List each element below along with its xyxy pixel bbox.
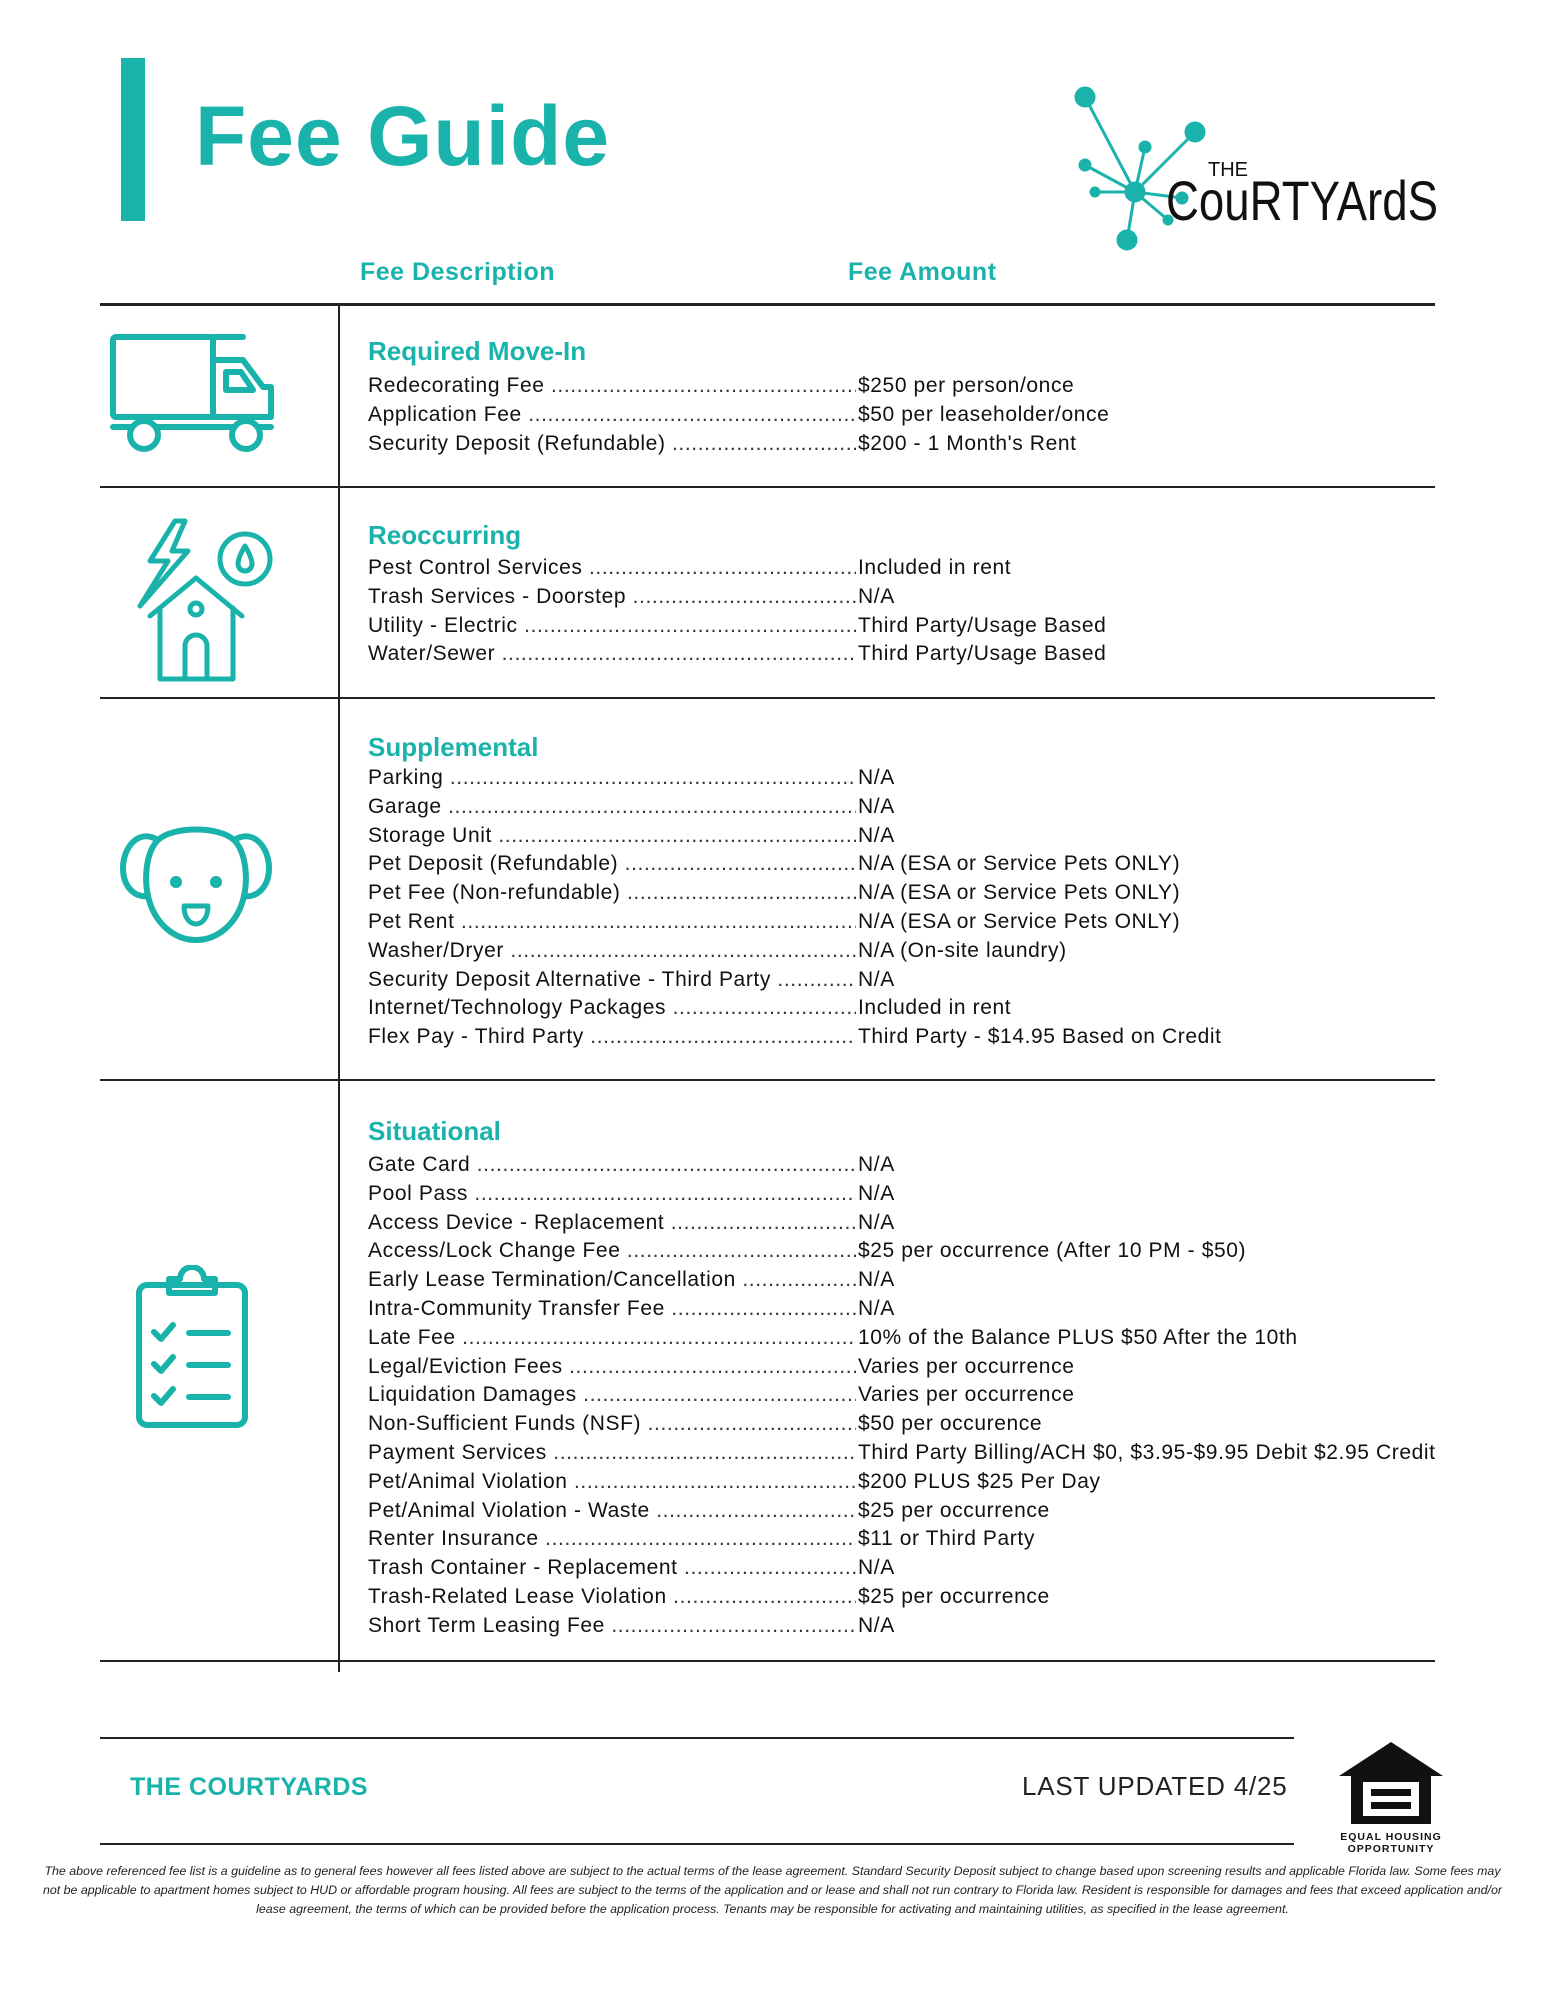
page-title: Fee Guide (195, 89, 611, 183)
fee-description: Trash Services - Doorstep ..... (368, 583, 856, 612)
fee-amount: $200 PLUS $25 Per Day (858, 1469, 1101, 1493)
fee-amount: N/A (858, 1296, 895, 1320)
fee-amount: Varies per occurrence (858, 1383, 1075, 1407)
fee-list-situational (368, 1151, 1498, 1641)
fee-description: Storage Unit ..... (368, 822, 856, 851)
fee-amount: $250 per person/once (858, 374, 1075, 397)
title-accent-bar (121, 58, 145, 221)
fee-description: Early Lease Termination/Cancellation ..... (368, 1266, 856, 1295)
fee-description: Parking ..... (368, 764, 856, 793)
fee-row (368, 1612, 1498, 1641)
fee-description: Payment Services ..... (368, 1439, 856, 1468)
fee-row (368, 1237, 1498, 1266)
footer-last-updated: LAST UPDATED 4/25 (1022, 1771, 1288, 1801)
header-divider (100, 303, 1435, 306)
fee-description: Flex Pay - Third Party ..... (368, 1023, 856, 1052)
fee-amount: N/A (ESA or Service Pets ONLY) (858, 881, 1181, 905)
fee-description: Pet Fee (Non-refundable) ..... (368, 879, 856, 908)
fee-amount: $25 per occurrence (After 10 PM - $50) (858, 1239, 1247, 1263)
fee-row (368, 994, 1498, 1023)
fee-description: Access Device - Replacement ..... (368, 1209, 856, 1238)
fee-row (368, 937, 1498, 966)
fee-row (368, 401, 1498, 430)
fee-description: Intra-Community Transfer Fee ..... (368, 1295, 856, 1324)
section-divider (100, 1079, 1435, 1081)
fee-amount: $50 per occurence (858, 1412, 1043, 1436)
fee-description: Trash-Related Lease Violation ..... (368, 1583, 856, 1612)
fee-description: Pet/Animal Violation ..... (368, 1468, 856, 1497)
section-divider (100, 697, 1435, 699)
section-title-reoccurring: Reoccurring (368, 520, 522, 550)
fee-row (368, 966, 1498, 995)
fee-amount: N/A (858, 823, 895, 847)
fee-description: Pet Rent ..... (368, 908, 856, 937)
fee-amount: Included in rent (858, 556, 1012, 579)
fee-amount: $25 per occurrence (858, 1584, 1050, 1608)
fee-amount: Third Party - $14.95 Based on Credit (858, 1025, 1222, 1049)
fee-row (368, 612, 1498, 641)
fee-row (368, 430, 1498, 459)
fee-description: Internet/Technology Packages ..... (368, 994, 856, 1023)
fee-row (368, 1023, 1498, 1052)
column-divider (338, 306, 340, 1672)
fee-row (368, 372, 1498, 401)
fee-row (368, 1554, 1498, 1583)
fee-row (368, 1525, 1498, 1554)
fee-amount: N/A (858, 1556, 895, 1580)
section-title-supplemental: Supplemental (368, 732, 539, 762)
fee-description: Short Term Leasing Fee ..... (368, 1612, 856, 1641)
disclaimer-text: The above referenced fee list is a guideline as to general fees however all fees listed above are subject to the actual terms of the lease agreement. Standard Security Deposit subject to change based upon screening results and applicable Florida law. Some fees may not be applicable to apartment homes subject to HUD or affordable program housing. All fees are subject to the terms of the application and or lease and shall not run contrary to Florida law. Resident is responsible for damages and fees that exceed application and/or lease agreement, the terms of which can be provided before the application process. Tenants may be responsible for activating and maintaining utilities, as specified in the lease agreement. (42, 1864, 1503, 1916)
fee-amount: N/A (On-site laundry) (858, 938, 1067, 962)
dog-icon (118, 818, 274, 946)
fee-description: Gate Card ..... (368, 1151, 856, 1180)
fee-row (368, 908, 1498, 937)
fee-row (368, 879, 1498, 908)
fee-row (368, 1295, 1498, 1324)
fee-description: Pet/Animal Violation - Waste ..... (368, 1497, 856, 1526)
fee-row (368, 1353, 1498, 1382)
fee-amount: Third Party/Usage Based (858, 613, 1107, 637)
fee-description: Utility - Electric ..... (368, 612, 856, 641)
fee-amount: N/A (858, 766, 895, 789)
fee-amount: N/A (858, 584, 895, 608)
fee-amount: N/A (858, 1153, 895, 1176)
fee-row (368, 1381, 1498, 1410)
section-divider (100, 1660, 1435, 1662)
fee-description: Washer/Dryer ..... (368, 937, 856, 966)
fee-amount: $50 per leaseholder/once (858, 402, 1110, 426)
fee-description: Trash Container - Replacement ..... (368, 1554, 856, 1583)
fee-row (368, 1266, 1498, 1295)
fee-description: Liquidation Damages ..... (368, 1381, 856, 1410)
fee-row (368, 554, 1498, 583)
fee-row (368, 822, 1498, 851)
fee-description: Security Deposit Alternative - Third Party ..... (368, 966, 856, 995)
house-utilities-icon (130, 516, 275, 686)
logo-the-text: THE (1208, 159, 1248, 181)
column-header-description: Fee Description (360, 258, 556, 286)
fee-row (368, 1583, 1498, 1612)
fee-amount: Third Party/Usage Based (858, 642, 1107, 666)
equal-housing-logo (1335, 1738, 1447, 1855)
fee-row (368, 1151, 1498, 1180)
section-title-situational: Situational (368, 1116, 501, 1146)
equal-housing-icon (1335, 1738, 1447, 1826)
fee-amount: N/A (858, 1268, 895, 1292)
fee-description: Pet Deposit (Refundable) ..... (368, 850, 856, 879)
fee-amount: Included in rent (858, 996, 1012, 1020)
fee-amount: $200 - 1 Month's Rent (858, 431, 1077, 455)
clipboard-checklist-icon (134, 1265, 250, 1431)
fee-description: Redecorating Fee ..... (368, 372, 856, 401)
fee-description: Garage ..... (368, 793, 856, 822)
eho-line-2: OPPORTUNITY (1347, 1843, 1435, 1855)
courtyards-logo (1070, 80, 1450, 260)
column-header-amount: Fee Amount (848, 258, 997, 286)
fee-row (368, 1497, 1498, 1526)
fee-description: Access/Lock Change Fee ..... (368, 1237, 856, 1266)
fee-description: Late Fee ..... (368, 1324, 856, 1353)
fee-description: Non-Sufficient Funds (NSF) ..... (368, 1410, 856, 1439)
fee-description: Security Deposit (Refundable) ..... (368, 430, 856, 459)
fee-amount: 10% of the Balance PLUS $50 After the 10th (858, 1325, 1298, 1349)
section-divider (100, 486, 1435, 488)
truck-icon (108, 332, 278, 456)
fee-row (368, 1209, 1498, 1238)
section-title-required-move-in: Required Move-In (368, 336, 587, 366)
fee-description: Pest Control Services ..... (368, 554, 856, 583)
fee-row (368, 1439, 1498, 1468)
footer-property-name: THE COURTYARDS (130, 1773, 369, 1801)
fee-row (368, 850, 1498, 879)
fee-amount: N/A (ESA or Service Pets ONLY) (858, 852, 1181, 876)
fee-list-supplemental (368, 764, 1498, 1052)
fee-row (368, 1180, 1498, 1209)
fee-amount: N/A (858, 1210, 895, 1234)
fee-amount: N/A (858, 794, 895, 818)
fee-row (368, 764, 1498, 793)
fee-row (368, 583, 1498, 612)
fee-row (368, 1410, 1498, 1439)
fee-description: Application Fee ..... (368, 401, 856, 430)
eho-line-1: EQUAL HOUSING (1340, 1831, 1442, 1843)
fee-amount: N/A (858, 1613, 895, 1637)
footer-divider-bottom (100, 1843, 1294, 1845)
footer-divider-top (100, 1737, 1294, 1739)
fee-amount: N/A (858, 1181, 895, 1205)
fee-description: Water/Sewer ..... (368, 640, 856, 669)
fee-description: Legal/Eviction Fees ..... (368, 1353, 856, 1382)
fee-row (368, 1324, 1498, 1353)
fee-list-required-move-in (368, 372, 1498, 458)
fee-amount: N/A (ESA or Service Pets ONLY) (858, 909, 1181, 933)
fee-amount: Varies per occurrence (858, 1354, 1075, 1378)
fee-amount: Third Party Billing/ACH $0, $3.95-$9.95 Debit $2.95 Credit (858, 1440, 1436, 1464)
fee-row (368, 1468, 1498, 1497)
fee-row (368, 640, 1498, 669)
fee-amount: $11 or Third Party (858, 1527, 1035, 1551)
fee-row (368, 793, 1498, 822)
fee-list-reoccurring (368, 554, 1498, 669)
fee-description: Pool Pass ..... (368, 1180, 856, 1209)
fee-amount: N/A (858, 967, 895, 991)
fee-amount: $25 per occurrence (858, 1498, 1050, 1522)
fee-description: Renter Insurance ..... (368, 1525, 856, 1554)
logo-name-text: CouRTYArdS (1166, 169, 1438, 232)
